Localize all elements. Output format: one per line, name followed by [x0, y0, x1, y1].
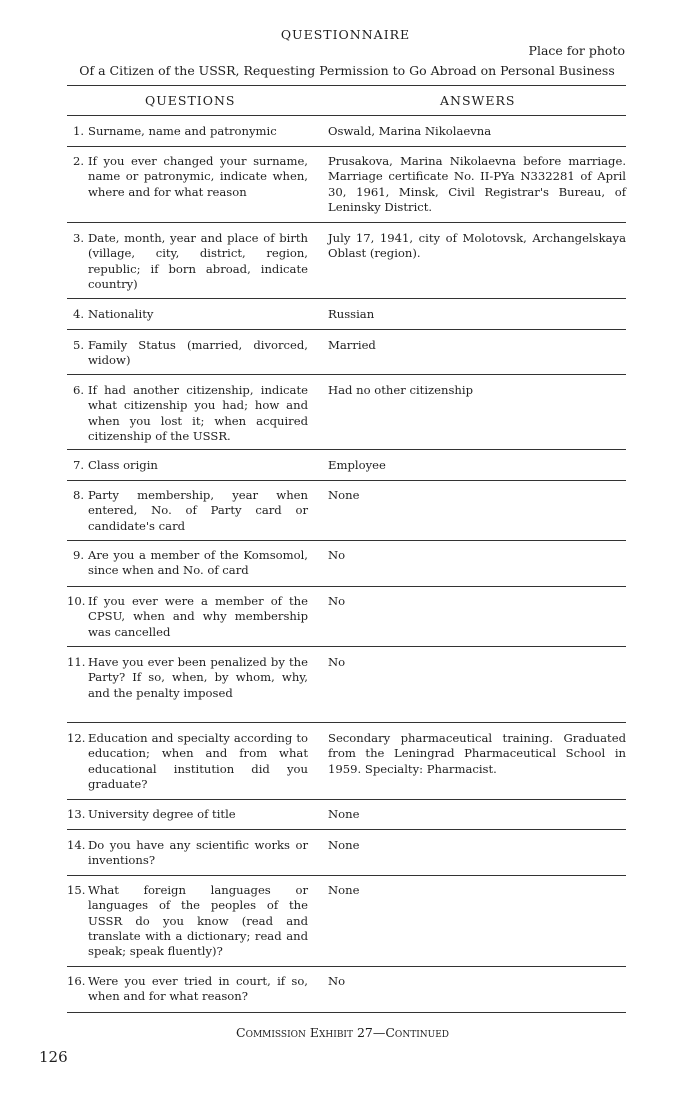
question-number: 2.: [72, 154, 84, 168]
questions-column-header: QUESTIONS: [145, 93, 236, 108]
answer-cell: No: [328, 548, 346, 562]
question-cell: [67, 338, 308, 369]
question-cell: [67, 594, 308, 640]
question-number: 11.: [67, 655, 86, 669]
page-title: QUESTIONNAIRE: [280, 27, 411, 42]
answer-cell: No: [328, 974, 346, 988]
question-text: University degree of title: [88, 807, 236, 821]
question-cell: [67, 548, 308, 579]
row-divider: [67, 540, 626, 541]
answer-cell: Employee: [328, 458, 386, 472]
answer-cell: Had no other citizenship: [328, 383, 474, 397]
question-text: Class origin: [88, 458, 158, 472]
question-number: 7.: [72, 458, 84, 472]
answer-cell: None: [328, 883, 360, 897]
question-cell: [67, 124, 308, 139]
row-divider: [67, 646, 626, 647]
question-cell: [67, 974, 308, 1005]
question-cell: [67, 154, 308, 200]
question-number: 8.: [72, 488, 84, 502]
question-number: 6.: [72, 383, 84, 397]
question-cell: [67, 231, 308, 292]
question-text: Were you ever tried in court, if so, when and for what reason?: [88, 974, 308, 1004]
answer-cell: None: [328, 838, 360, 852]
question-number: 12.: [67, 731, 86, 745]
page-number: 126: [39, 1048, 68, 1066]
form-subtitle: Of a Citizen of the USSR, Requesting Permission to Go Abroad on Personal Business: [79, 63, 615, 78]
question-cell: [67, 838, 308, 869]
row-divider: [67, 449, 626, 450]
row-divider: [67, 1012, 626, 1013]
question-text: Surname, name and patronymic: [88, 124, 277, 138]
row-divider: [67, 146, 626, 147]
row-divider: [67, 222, 626, 223]
row-divider: [67, 480, 626, 481]
question-number: 5.: [72, 338, 84, 352]
question-cell: [67, 307, 308, 322]
answer-cell: July 17, 1941, city of Molotovsk, Archangelskaya Oblast (region).: [328, 231, 626, 261]
question-text: Are you a member of the Komsomol, since when and No. of card: [88, 548, 308, 578]
answer-cell: Secondary pharmaceutical training. Graduated from the Leningrad Pharmaceutical School in 1959. Specialty: Pharmacist.: [328, 731, 626, 776]
question-number: 3.: [72, 231, 84, 245]
question-cell: [67, 807, 308, 822]
photo-placeholder-label: Place for photo: [528, 43, 625, 58]
header-top-rule: [67, 85, 626, 86]
question-text: Family Status (married, divorced, widow): [88, 338, 308, 368]
question-text: If you ever were a member of the CPSU, when and why membership was cancelled: [88, 594, 308, 639]
answer-cell: Prusakova, Marina Nikolaevna before marriage. Marriage certificate No. II-PYa N332281 of April 30, 1961, Minsk, Civil Registrar's Bureau, of Leninsky District.: [328, 154, 626, 214]
question-text: Nationality: [88, 307, 154, 321]
row-divider: [67, 966, 626, 967]
row-divider: [67, 374, 626, 375]
row-divider: [67, 829, 626, 830]
answer-cell: Married: [328, 338, 376, 352]
question-cell: [67, 488, 308, 534]
question-text: If had another citizenship, indicate what citizenship you had; how and when you lost it; when acquired citizenship of the USSR.: [88, 383, 308, 443]
row-divider: [67, 329, 626, 330]
question-number: 1.: [72, 124, 84, 138]
row-divider: [67, 298, 626, 299]
question-number: 9.: [72, 548, 84, 562]
question-cell: [67, 883, 308, 959]
row-divider: [67, 722, 626, 723]
answers-column-header: ANSWERS: [440, 93, 516, 108]
question-number: 13.: [67, 807, 86, 821]
answer-cell: None: [328, 807, 360, 821]
row-divider: [67, 875, 626, 876]
question-text: Do you have any scientific works or inventions?: [88, 838, 308, 868]
exhibit-caption: Commission Exhibit 27—Continued: [236, 1025, 449, 1040]
question-text: If you ever changed your surname, name or patronymic, indicate when, where and for what reason: [88, 154, 308, 199]
question-number: 16.: [67, 974, 86, 988]
question-text: Party membership, year when entered, No. of Party card or candidate's card: [88, 488, 308, 533]
row-divider: [67, 799, 626, 800]
question-text: What foreign languages or languages of the peoples of the USSR do you know (read and translate with a dictionary; read and speak; speak fluently)?: [88, 883, 308, 959]
row-divider: [67, 586, 626, 587]
question-number: 10.: [67, 594, 86, 608]
question-cell: [67, 655, 308, 701]
answer-cell: No: [328, 594, 346, 608]
header-bottom-rule: [67, 115, 626, 116]
question-number: 14.: [67, 838, 86, 852]
answer-cell: Oswald, Marina Nikolaevna: [328, 124, 492, 138]
answer-cell: No: [328, 655, 346, 669]
question-number: 15.: [67, 883, 86, 897]
question-text: Have you ever been penalized by the Party? If so, when, by whom, why, and the penalty imposed: [88, 655, 308, 700]
answer-cell: Russian: [328, 307, 375, 321]
question-cell: [67, 383, 308, 444]
question-number: 4.: [72, 307, 84, 321]
question-text: Education and specialty according to education; when and from what educational institution did you graduate?: [88, 731, 308, 791]
question-cell: [67, 731, 308, 792]
question-cell: [67, 458, 308, 473]
answer-cell: None: [328, 488, 360, 502]
question-text: Date, month, year and place of birth (village, city, district, region, republic; if born abroad, indicate country): [88, 231, 308, 291]
